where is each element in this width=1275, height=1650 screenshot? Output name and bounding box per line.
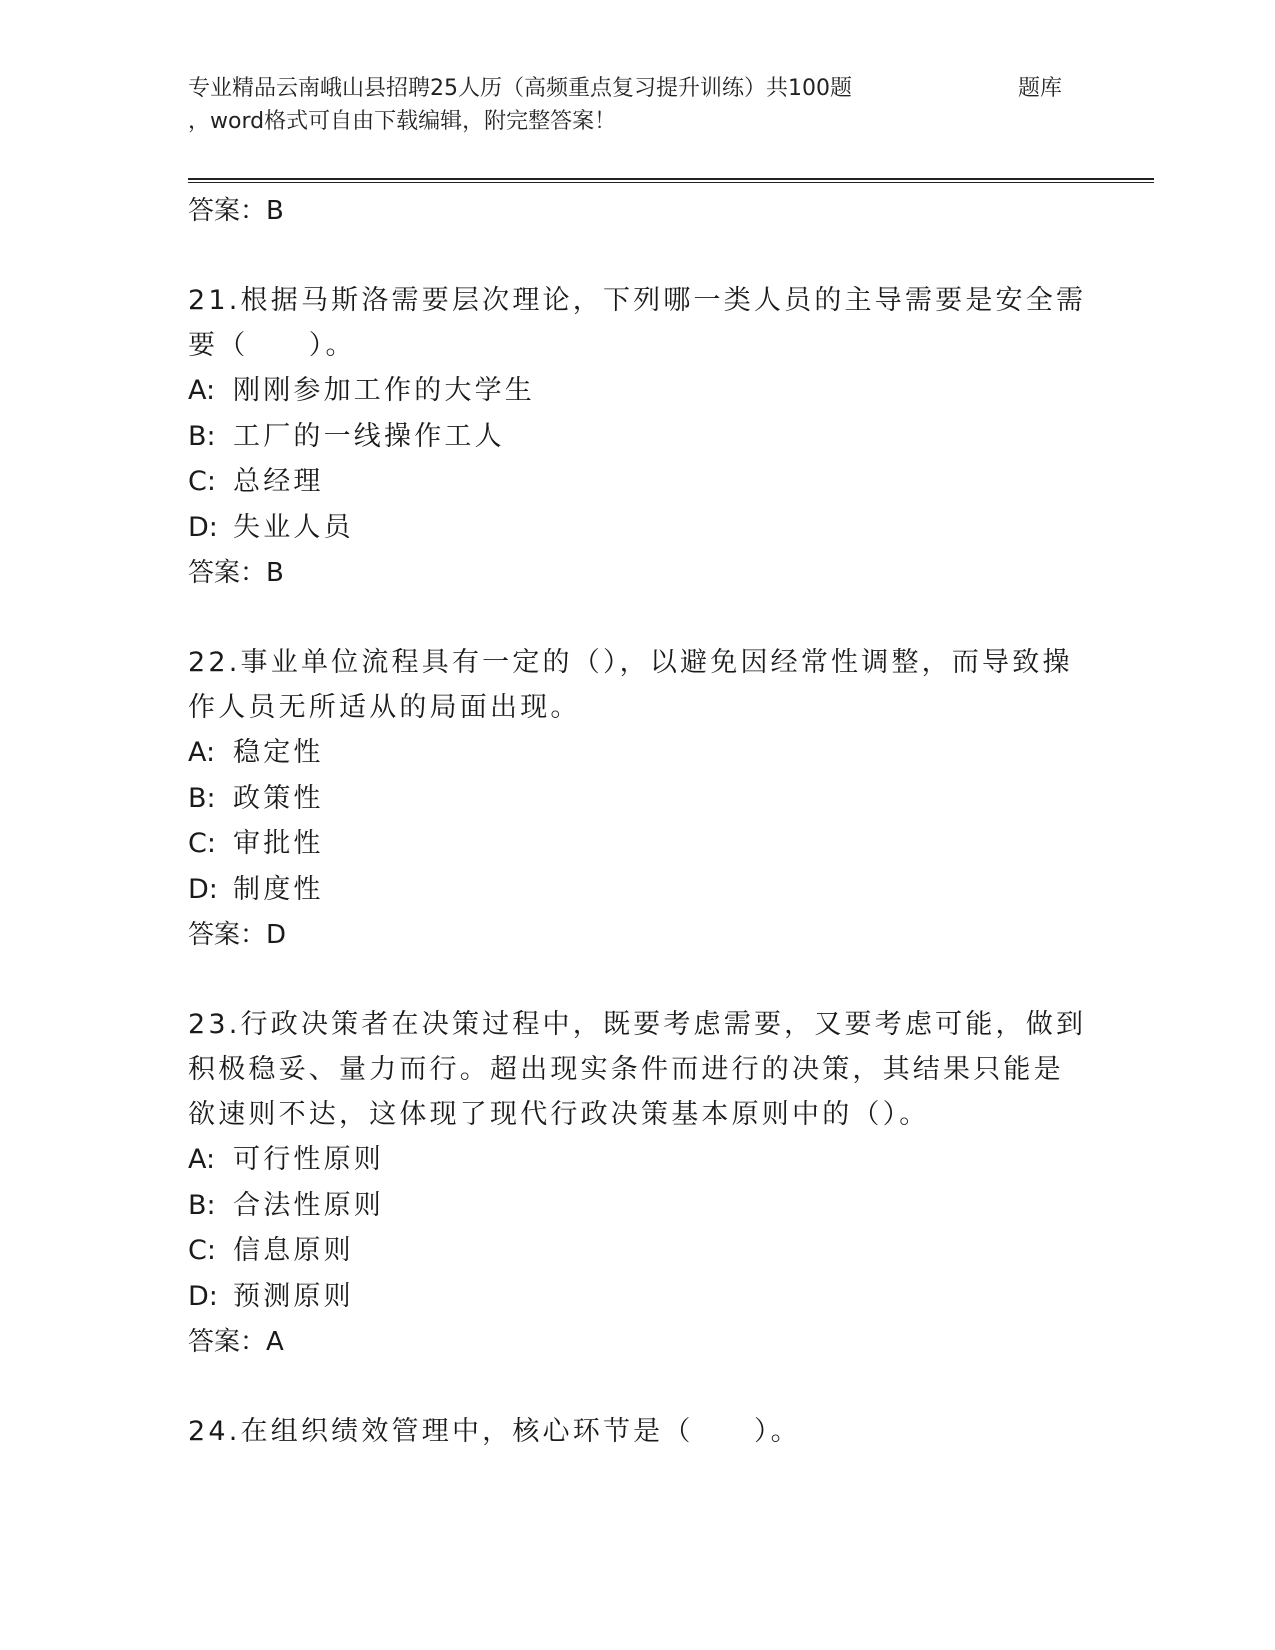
option-text: 刚刚参加工作的大学生 — [233, 375, 535, 406]
option-letter: C: — [188, 466, 216, 497]
option-line — [188, 459, 1088, 505]
option-text: 失业人员 — [233, 511, 354, 543]
answer-line: 答案：D — [188, 920, 287, 950]
spacer — [188, 596, 1088, 640]
header-title-line — [188, 72, 1088, 105]
option-line — [188, 1228, 1088, 1274]
option-line — [188, 730, 1088, 776]
answer-line: 答案：B — [188, 196, 284, 226]
option-line — [188, 505, 1088, 551]
header-divider — [188, 178, 1154, 183]
option-letter: C: — [188, 828, 216, 859]
option-letter: C: — [188, 1235, 216, 1266]
option-line — [188, 1137, 1088, 1183]
option-text: 政策性 — [233, 782, 324, 814]
option-text: 可行性原则 — [233, 1144, 384, 1175]
option-text: 制度性 — [233, 873, 324, 905]
spacer — [188, 1365, 1088, 1409]
spacer — [188, 234, 1088, 278]
option-letter: B: — [188, 420, 216, 452]
option-letter: D: — [188, 1280, 218, 1312]
option-text: 稳定性 — [233, 737, 324, 768]
option-letter: D: — [188, 511, 218, 543]
answer-line: 答案：B — [188, 558, 284, 588]
page-header — [188, 72, 1088, 138]
option-line — [188, 368, 1088, 414]
option-text: 总经理 — [233, 466, 324, 497]
option-line — [188, 1183, 1088, 1229]
option-line — [188, 821, 1088, 867]
option-text: 信息原则 — [233, 1235, 354, 1266]
option-letter: A: — [188, 1144, 216, 1175]
option-line — [188, 776, 1088, 822]
option-text: 审批性 — [233, 828, 324, 859]
question-list — [188, 188, 1088, 1454]
question-text: 22.事业单位流程具有一定的（），以避免因经常性调整，而导致操作人员无所适从的局面出现。 — [188, 647, 1073, 723]
question-text: 23.行政决策者在决策过程中，既要考虑需要，又要考虑可能，做到积极稳妥、量力而行。超出现实条件而进行的决策，其结果只能是欲速则不达，这体现了现代行政决策基本原则中的（）。 — [188, 1009, 1087, 1130]
option-text: 合法性原则 — [233, 1189, 384, 1221]
option-letter: A: — [188, 737, 216, 768]
header-title: 专业精品云南峨山县招聘25人历（高频重点复习提升训练）共100题 — [188, 76, 852, 101]
option-text: 预测原则 — [233, 1280, 354, 1312]
question-text: 24.在组织绩效管理中，核心环节是（ ）。 — [188, 1416, 801, 1447]
option-letter: A: — [188, 375, 216, 406]
option-text: 工厂的一线操作工人 — [233, 420, 505, 452]
option-line — [188, 1274, 1088, 1320]
question-text: 21.根据马斯洛需要层次理论，下列哪一类人员的主导需要是安全需要（ ）。 — [188, 285, 1087, 361]
answer-line: 答案：A — [188, 1327, 284, 1357]
option-line — [188, 414, 1088, 460]
spacer — [188, 958, 1088, 1002]
option-letter: B: — [188, 782, 216, 814]
header-tag: 题库 — [1018, 76, 1063, 101]
option-line — [188, 867, 1088, 913]
header-subtitle: ，word格式可自由下载编辑，附完整答案！ — [188, 109, 617, 134]
option-letter: D: — [188, 873, 218, 905]
option-letter: B: — [188, 1189, 216, 1221]
